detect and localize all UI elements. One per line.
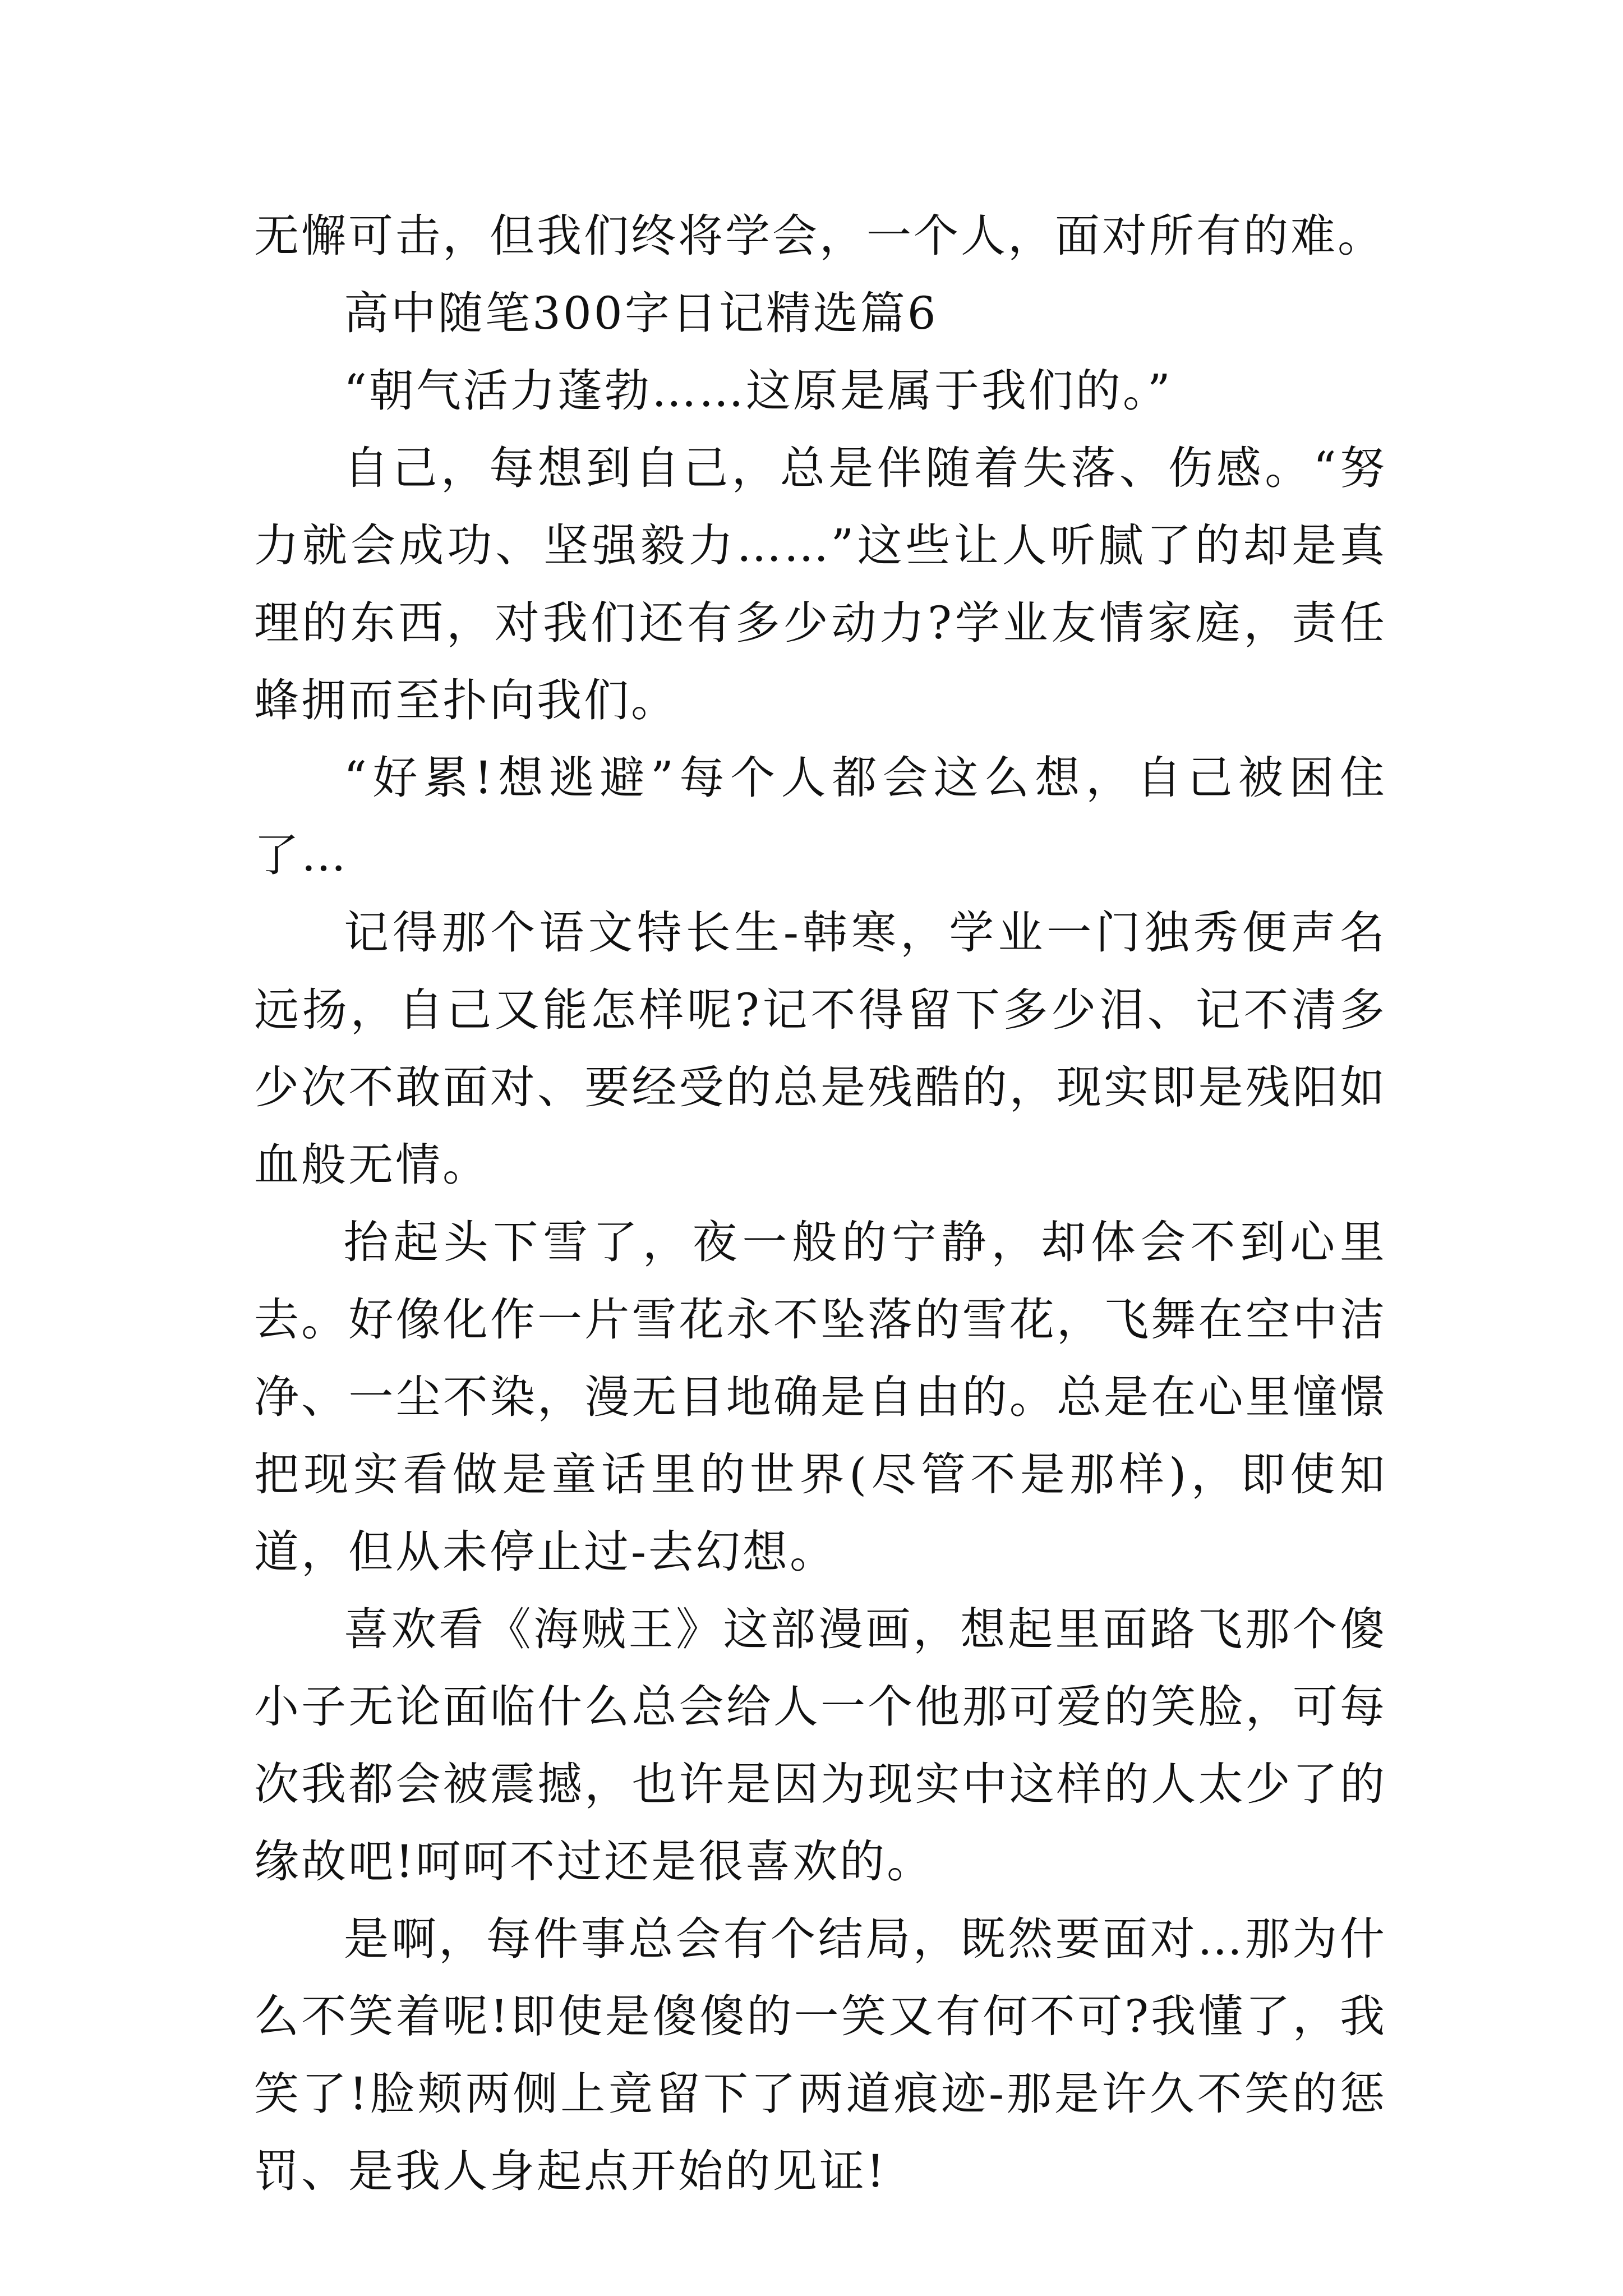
paragraph: 喜欢看《海贼王》这部漫画，想起里面路飞那个傻小子无论面临什么总会给人一个他那可爱的笑脸，可每次我都会被震撼，也许是因为现实中这样的人太少了的缘故吧!呵呵不过还是很喜欢的。: [254, 1603, 1387, 1888]
paragraph: 记得那个语文特长生-韩寒，学业一门独秀便声名远扬，自己又能怎样呢?记不得留下多少泪、记不清多少次不敢面对、要经受的总是残酷的，现实即是残阳如血般无情。: [254, 907, 1387, 1191]
paragraph-continuation: 无懈可击，但我们终将学会，一个人，面对所有的难。: [254, 210, 1385, 262]
paragraph: 抬起头下雪了，夜一般的宁静，却体会不到心里去。好像化作一片雪花永不坠落的雪花，飞舞在空中洁净、一尘不染，漫无目地确是自由的。总是在心里憧憬把现实看做是童话里的世界(尽管不是那样)，即使知道，但从未停止过-去幻想。: [254, 1216, 1387, 1578]
paragraph: 自己，每想到自己，总是伴随着失落、伤感。“努力就会成功、坚强毅力……”这些让人听腻了的却是真理的东西，对我们还有多少动力?学业友情家庭，责任蜂拥而至扑向我们。: [254, 442, 1387, 726]
paragraph: 是啊，每件事总会有个结局，既然要面对…那为什么不笑着呢!即使是傻傻的一笑又有何不可?我懂了，我笑了!脸颊两侧上竟留下了两道痕迹-那是许久不笑的惩罚、是我人身起点开始的见证!: [254, 1913, 1387, 2197]
paragraph: “好累!想逃避”每个人都会这么想，自己被困住了…: [254, 752, 1387, 881]
article-body: [254, 197, 1387, 2210]
section-heading: 高中随笔300字日记精选篇6: [344, 287, 938, 339]
paragraph-quote: “朝气活力蓬勃……这原是属于我们的。”: [344, 365, 1173, 417]
